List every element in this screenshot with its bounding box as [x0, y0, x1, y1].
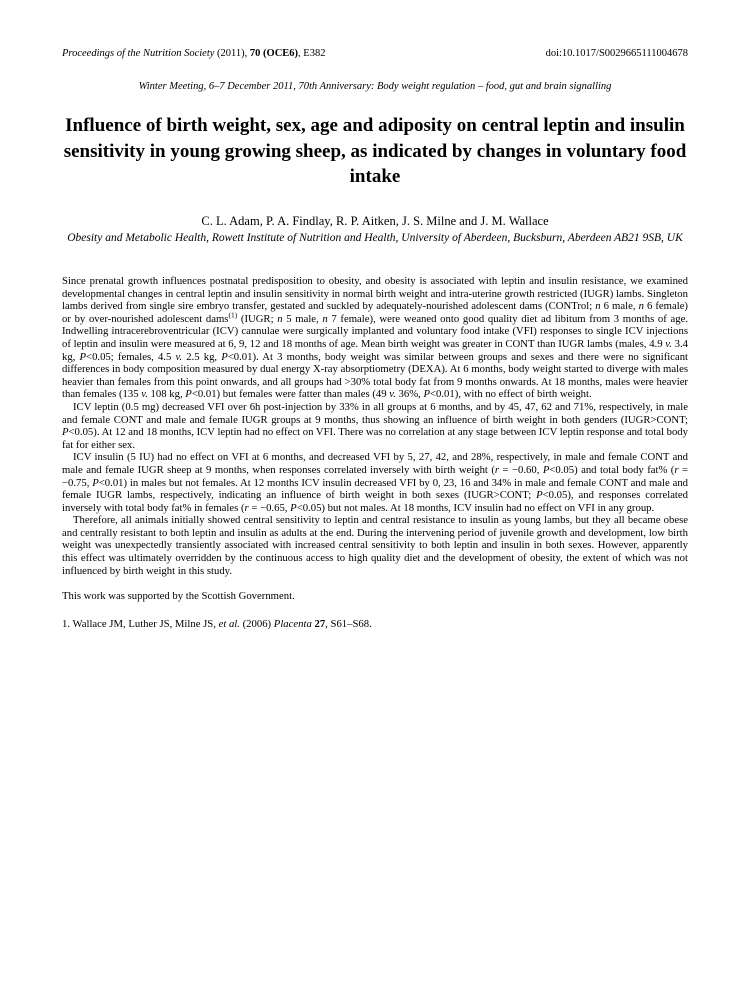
abstract-paragraph-4: Therefore, all animals initially showed central sensitivity to leptin and central resistance to insulin as young lambs, but they all became obese and centrally resistant to both leptin and insulin as adults at the end. During the intervening period of juvenile growth and development, low birth weight was unexpectedly transiently associated with increased central sensitivity to both leptin and insulin in both sexes. However, apparently this effect was ultimately overridden by the continuous access to high quality diet and the development of obesity, the extent of which was not influenced by birth weight in this study. [62, 514, 688, 577]
doi-text: doi:10.1017/S0029665111004678 [545, 48, 688, 59]
journal-citation: Proceedings of the Nutrition Society (2011), 70 (OCE6), E382 [62, 48, 326, 59]
journal-header [62, 47, 688, 60]
affiliation-line: Obesity and Metabolic Health, Rowett Institute of Nutrition and Health, University of Aberdeen, Bucksburn, Aberdeen AB21 9SB, UK [67, 231, 683, 244]
abstract-paragraph-1: Since prenatal growth influences postnatal predisposition to obesity, and obesity is associated with leptin and insulin resistance, we examined developmental changes in central leptin and insulin sensitivity in normal birth weight and intra-uterine growth restricted (IUGR) lambs. Singleton lambs derived from single sire embryo transfer, gestated and suckled by adequately-nourished adolescent dams (CONTrol; n 6 male, n 6 female) or by over-nourished adolescent dams$^{(1)}$ (IUGR; n 5 male, n 7 female), were weaned onto good quality diet ad libitum from 3 months of age. Indwelling intracerebroventricular (ICV) cannulae were surgically implanted and voluntary food intake (VFI) responses to single ICV injections of leptin and insulin were measured at 6, 9, 12 and 18 months of age. Mean birth weight was greater in CONT than IUGR lambs (males, 4.9 v. 3.4 kg, P<0.05; females, 4.5 v. 2.5 kg, P<0.01). At 3 months, body weight was similar between groups and sexes and there were no significant differences in body composition measured by dual energy X-ray absorptiometry (DEXA). At 6 months, body weight started to diverge with males heavier than females from this point onwards, and all groups had >30% total body fat from 9 months onwards. At 18 months, males were heavier than females (135 v. 108 kg, P<0.01) but females were fatter than males (49 v. 36%, P<0.01), with no effect of birth weight. [62, 275, 689, 401]
paper-title: Influence of birth weight, sex, age and adiposity on central leptin and insulin sensitivity in young growing sheep, as indicated by changes in voluntary food intake [63, 115, 687, 187]
abstract-paragraph-2: ICV leptin (0.5 mg) decreased VFI over 6h post-injection by 33% in all groups at 6 months, and by 45, 47, 62 and 71%, respectively, in male and female CONT and male and female IUGR groups at 9 months, thus showing an influence of birth weight in both genders (IUGR>CONT; P<0.05). At 12 and 18 months, ICV leptin had no effect on VFI. There was no correlation at any stage between ICV leptin response and total body fat for either sex. [62, 400, 688, 451]
acknowledgment-line: This work was supported by the Scottish Government. [62, 590, 295, 603]
reference-item-1: 1. Wallace JM, Luther JS, Milne JS, et al. (2006) Placenta 27, S61–S68. [62, 617, 372, 630]
authors-line: C. L. Adam, P. A. Findlay, R. P. Aitken, J. S. Milne and J. M. Wallace [201, 213, 549, 228]
meeting-line: Winter Meeting, 6–7 December 2011, 70th Anniversary: Body weight regulation – food, gut and brain signalling [138, 81, 612, 92]
abstract-paragraph-3: ICV insulin (5 IU) had no effect on VFI at 6 months, and decreased VFI by 5, 27, 42, and 28%, respectively, in male and female CONT and male and female IUGR sheep at 9 months, when responses correlated inversely with birth weight (r = −0.60, P<0.05) and total body fat% (r = −0.75, P<0.01) in males but not females. At 12 months ICV insulin decreased VFI by 0, 23, 16 and 34% in male and female CONT and male and female IUGR lambs, respectively, indicating an influence of birth weight in both sexes (IUGR>CONT; P<0.05), and responses correlated inversely with total body fat% in females (r = −0.65, P<0.05) but not males. At 18 months, ICV insulin had no effect on VFI in any group. [62, 451, 689, 514]
abstract-body [62, 275, 688, 577]
